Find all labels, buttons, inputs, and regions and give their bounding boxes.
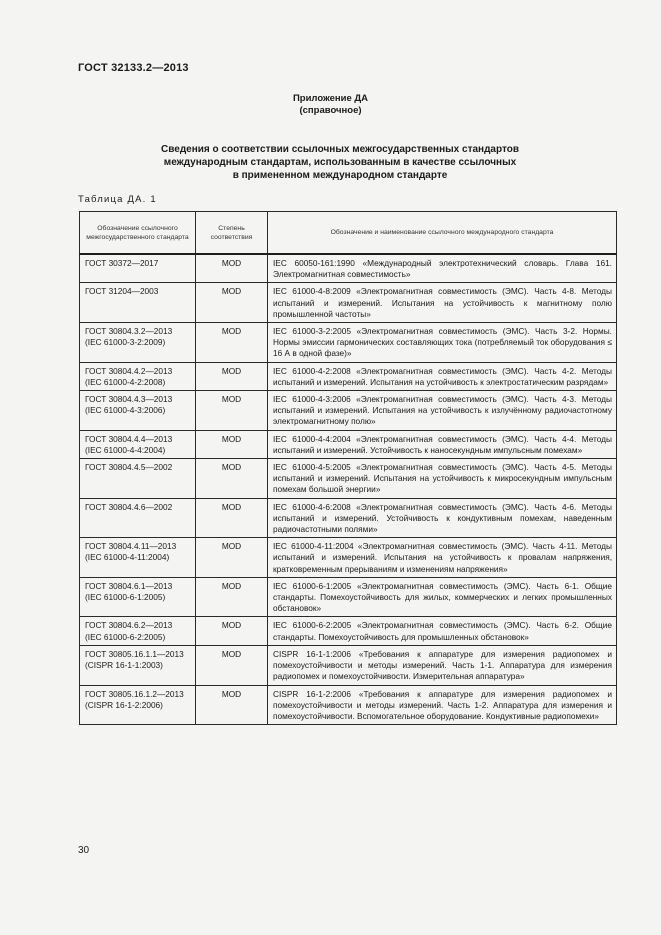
code-line: ГОСТ 30804.3.2—2013 <box>85 326 173 337</box>
code-line: ГОСТ 30804.4.5—2002 <box>85 462 173 473</box>
cell-name: IEC 61000-4-4:2004 «Электромагнитная совместимость (ЭМС). Часть 4-4. Методы испытаний и измерений. Устойчивость к наносекундным импульсным помехам» <box>268 430 617 458</box>
cell-degree: MOD <box>196 283 268 323</box>
cell-code <box>80 577 196 617</box>
cell-code <box>80 538 196 578</box>
cell-degree: MOD <box>196 459 268 499</box>
title-line: международным стандартам, использованным в качестве ссылочных <box>163 157 517 168</box>
cell-degree: MOD <box>196 254 268 283</box>
cell-degree: MOD <box>196 362 268 390</box>
cell-degree: MOD <box>196 391 268 431</box>
cell-code <box>80 391 196 431</box>
code-line: ГОСТ 30804.6.2—2013 <box>85 620 173 631</box>
cell-name: IEC 61000-6-1:2005 «Электромагнитная совместимость (ЭМС). Часть 6-1. Общие стандарты. Помехоустойчивость для жилых, коммерческих и легких промышленных обстановок» <box>268 577 617 617</box>
table-header-row <box>80 212 617 255</box>
cell-name: CISPR 16-1-2:2006 «Требования к аппаратуре для измерения радиопомех и помехоустойчивости и методы измерений. Часть 1-2. Аппаратура для измерения и помехоустойчивости. Вспомогательное оборудование. Кондуктивные радиопомехи» <box>268 685 617 725</box>
cell-degree: MOD <box>196 645 268 685</box>
code-line: (CISPR 16-1-1:2003) <box>85 660 163 671</box>
annex-heading <box>0 93 661 117</box>
correspondence-table <box>79 211 617 725</box>
table-row <box>80 362 617 390</box>
cell-name: IEC 61000-3-2:2005 «Электромагнитная совместимость (ЭМС). Часть 3-2. Нормы. Нормы эмиссии гармонических составляющих тока (потребляемый ток оборудования ≤ 16 А в одной фазе)» <box>268 323 617 363</box>
code-line: (IEC 61000-4-3:2006) <box>85 405 166 416</box>
code-line: (IEC 61000-3-2:2009) <box>85 337 166 348</box>
header-code: Обозначение ссылочного межгосударственного стандарта <box>80 212 196 255</box>
header-degree: Степень соответствия <box>196 212 268 255</box>
code-line: ГОСТ 30804.4.3—2013 <box>85 394 173 405</box>
code-line: (CISPR 16-1-2:2006) <box>85 699 163 710</box>
document-title <box>130 143 550 182</box>
code-line: (IEC 61000-4-11:2004) <box>85 552 170 563</box>
cell-degree: MOD <box>196 617 268 645</box>
cell-code <box>80 254 196 283</box>
table-row <box>80 645 617 685</box>
code-line: (IEC 61000-4-2:2008) <box>85 376 166 387</box>
table-row <box>80 459 617 499</box>
table-row <box>80 254 617 283</box>
code-line: ГОСТ 30805.16.1.2—2013 <box>85 688 184 699</box>
cell-degree: MOD <box>196 430 268 458</box>
table-row <box>80 685 617 725</box>
cell-code <box>80 283 196 323</box>
table-row <box>80 617 617 645</box>
code-line: ГОСТ 30804.6.1—2013 <box>85 580 173 591</box>
cell-name: IEC 60050-161:1990 «Международный электротехнический словарь. Глава 161. Электромагнитная совместимость» <box>268 254 617 283</box>
page-number: 30 <box>78 845 90 856</box>
code-line: ГОСТ 31204—2003 <box>85 286 159 297</box>
cell-name: IEC 61000-4-5:2005 «Электромагнитная совместимость (ЭМС). Часть 4-5. Методы испытаний и измерений. Испытания на устойчивость к микросекундным импульсным помехам большой энергии» <box>268 459 617 499</box>
cell-name: IEC 61000-4-8:2009 «Электромагнитная совместимость (ЭМС). Часть 4-8. Методы испытаний и измерений. Испытания на устойчивость к магнитному полю промышленной частоты» <box>268 283 617 323</box>
code-line: ГОСТ 30804.4.11—2013 <box>85 541 177 552</box>
table-row <box>80 498 617 538</box>
cell-code <box>80 498 196 538</box>
header-name: Обозначение и наименование ссылочного международного стандарта <box>268 212 617 255</box>
cell-code <box>80 459 196 499</box>
code-line: ГОСТ 30805.16.1.1—2013 <box>85 648 184 659</box>
code-line: (IEC 61000-6-2:2005) <box>85 631 166 642</box>
cell-name: IEC 61000-4-6:2008 «Электромагнитная совместимость (ЭМС). Часть 4-6. Методы испытаний и измерений. Устойчивость к кондуктивным помехам, наведенным радиочастотными полями» <box>268 498 617 538</box>
cell-code <box>80 685 196 725</box>
code-line: (IEC 61000-6-1:2005) <box>85 592 166 603</box>
title-line: в примененном международном стандарте <box>232 170 448 181</box>
cell-degree: MOD <box>196 577 268 617</box>
cell-name: CISPR 16-1-1:2006 «Требования к аппаратуре для измерения радиопомех и помехоустойчивости и методы измерений. Часть 1-1. Аппаратура для измерения радиопомех и помехоустойчивости. Измерительная аппаратура» <box>268 645 617 685</box>
cell-name: IEC 61000-6-2:2005 «Электромагнитная совместимость (ЭМС). Часть 6-2. Общие стандарты. Помехоустойчивость для промышленных обстановок» <box>268 617 617 645</box>
code-line: ГОСТ 30804.4.4—2013 <box>85 433 173 444</box>
cell-name: IEC 61000-4-2:2008 «Электромагнитная совместимость (ЭМС). Часть 4-2. Методы испытаний и измерений. Испытания на устойчивость к электростатическим разрядам» <box>268 362 617 390</box>
cell-name: IEC 61000-4-11:2004 «Электромагнитная совместимость (ЭМС). Часть 4-11. Методы испытаний и измерений. Испытания на устойчивость к провалам напряжения, кратковременным прерываниям и изменениям напряжения» <box>268 538 617 578</box>
table-row <box>80 538 617 578</box>
cell-code <box>80 430 196 458</box>
code-line: ГОСТ 30804.4.6—2002 <box>85 501 173 512</box>
table-row <box>80 391 617 431</box>
table-row <box>80 283 617 323</box>
cell-name: IEC 61000-4-3:2006 «Электромагнитная совместимость (ЭМС). Часть 4-3. Методы испытаний и измерений. Испытания на устойчивость к излучённому радиочастотному электромагнитному полю» <box>268 391 617 431</box>
cell-degree: MOD <box>196 685 268 725</box>
cell-degree: MOD <box>196 323 268 363</box>
table-row <box>80 430 617 458</box>
cell-code <box>80 645 196 685</box>
cell-code <box>80 362 196 390</box>
code-line: ГОСТ 30372—2017 <box>85 258 159 268</box>
annex-note: (справочное) <box>299 105 362 116</box>
table-caption: Таблица ДА. 1 <box>78 194 157 205</box>
table-row <box>80 577 617 617</box>
code-line: ГОСТ 30804.4.2—2013 <box>85 365 173 376</box>
cell-code <box>80 323 196 363</box>
table-body <box>80 254 617 725</box>
annex-title: Приложение ДА <box>292 93 369 104</box>
document-header: ГОСТ 32133.2—2013 <box>78 62 189 74</box>
cell-degree: MOD <box>196 538 268 578</box>
table-row <box>80 323 617 363</box>
title-line: Сведения о соответствии ссылочных межгосударственных стандартов <box>161 144 519 155</box>
cell-code <box>80 617 196 645</box>
code-line: (IEC 61000-4-4:2004) <box>85 444 166 455</box>
cell-degree: MOD <box>196 498 268 538</box>
